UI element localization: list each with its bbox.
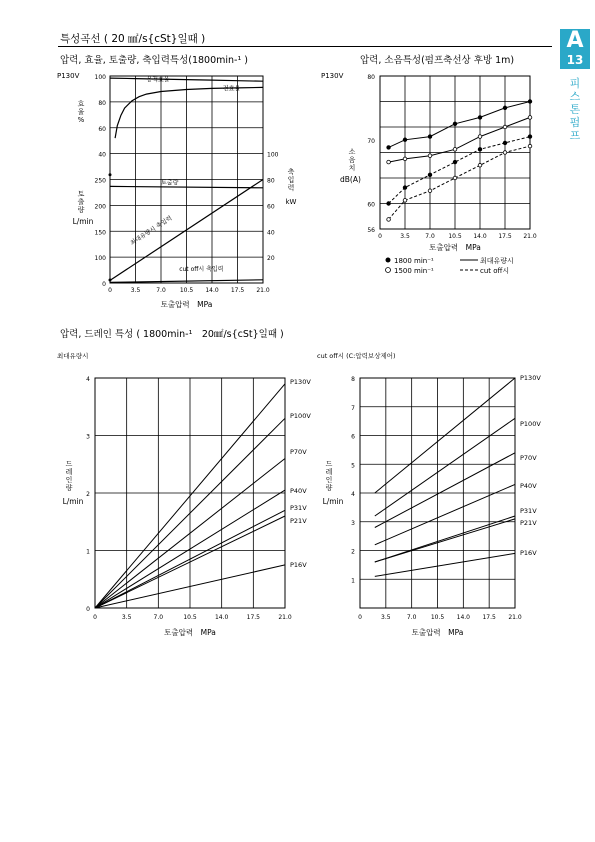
drain-tick-x: 14.0	[214, 614, 229, 621]
c2-series-line	[389, 117, 530, 162]
c2-point	[478, 116, 482, 120]
c2-point	[428, 189, 432, 193]
drain-tick-y: 7	[351, 404, 355, 412]
c1-right-axis-label: 입	[287, 176, 295, 184]
drain-series-label: P130V	[520, 374, 541, 382]
drain-tick-x: 10.5	[183, 614, 197, 621]
c2-point	[403, 157, 407, 161]
c2-xlabel: 토출압력 MPa	[429, 243, 481, 252]
c2-point	[503, 151, 507, 155]
drain-series-line	[375, 484, 515, 544]
side-tab-letter: A	[566, 28, 584, 53]
c1-tick-x: 10.5	[179, 287, 194, 294]
c2-tick-x: 3.5	[400, 233, 410, 240]
c1-left-unit: L/min	[72, 217, 94, 226]
drain-ylabel: 레	[65, 468, 73, 476]
c1-tick-x: 3.5	[130, 287, 141, 294]
side-tab-number: 13	[566, 53, 584, 67]
section-title: 특성곡선 ( 20 ㎟/s{cSt}일때 )	[60, 33, 206, 45]
c1-tick-left: 150	[94, 229, 106, 237]
side-tab-label	[563, 77, 587, 142]
drain-tick-x: 3.5	[381, 614, 391, 621]
drain-tick-y: 4	[351, 491, 355, 498]
c2-tick-x: 14.0	[473, 233, 487, 240]
c1-marker	[109, 173, 112, 176]
c2-point	[528, 100, 532, 104]
c2-legend-text: 1800 min⁻¹	[394, 257, 434, 265]
c1-tick-left: 100	[94, 74, 106, 81]
c2-tick-x: 17.5	[498, 233, 512, 240]
efficiency-chart	[55, 66, 325, 311]
c1-tick-right: 100	[267, 151, 279, 159]
c1-right-axis-label: 축	[287, 168, 295, 176]
noise-chart	[318, 66, 548, 296]
c2-tick-y: 60	[367, 201, 375, 209]
c1-marker	[109, 279, 112, 282]
drain-tick-x: 0	[93, 614, 97, 621]
c1-right-unit: kW	[285, 198, 297, 206]
c2-legend-marker	[386, 268, 391, 273]
drain-tick-x: 0	[358, 614, 362, 621]
c2-point	[387, 218, 391, 222]
side-tab-label-char: 펌	[569, 116, 581, 129]
c2-ylabel: 소	[348, 148, 356, 156]
drain-xlabel: 토출압력 MPa	[164, 628, 216, 637]
c2-point	[528, 135, 532, 139]
drain-series-line	[375, 519, 515, 562]
c2-tick-x: 7.0	[425, 233, 435, 240]
c2-point	[478, 135, 482, 139]
c2-point	[428, 135, 432, 139]
c1-tick-right: 60	[267, 203, 275, 211]
drain-chart-title: 최대유량시	[57, 352, 89, 360]
c1-series-label: 토출량	[161, 179, 179, 187]
drain-series-label: P40V	[290, 487, 307, 495]
drain-tick-y: 2	[351, 548, 355, 556]
c1-tick-x: 17.5	[230, 287, 245, 294]
c1-left-axis-label2: 토	[77, 190, 85, 198]
c2-legend-text: cut off시	[480, 267, 510, 275]
c2-point	[453, 148, 457, 152]
c2-point	[453, 122, 457, 126]
c1-tick-x: 7.0	[156, 287, 166, 294]
drain-series-label: P130V	[290, 378, 311, 386]
c2-point	[453, 176, 457, 180]
c2-point	[503, 106, 507, 110]
c2-tick-x: 10.5	[448, 233, 462, 240]
drain-series-label: P31V	[290, 504, 307, 512]
drain-tick-y: 0	[86, 606, 90, 613]
c2-point	[503, 125, 507, 129]
c2-point	[478, 163, 482, 167]
drain-chart-title: cut off시 (C:압력보상제어)	[317, 352, 396, 360]
drain-ylabel: 드	[65, 460, 73, 468]
drain-tick-y: 6	[351, 433, 355, 441]
drain-tick-y: 5	[351, 462, 355, 470]
drain-tick-x: 17.5	[246, 614, 261, 621]
drain-tick-x: 3.5	[121, 614, 132, 621]
c1-xlabel: 토출압력 MPa	[160, 300, 213, 309]
side-tab-label-char: 스	[569, 90, 581, 103]
side-tab	[560, 29, 590, 69]
drain-series-label: P100V	[290, 412, 311, 420]
c2-point	[428, 154, 432, 158]
drain-ylabel: 드	[325, 460, 333, 468]
c2-point	[387, 146, 391, 150]
drain-series-label: P70V	[520, 454, 537, 462]
drain-max-chart	[55, 350, 311, 637]
drain-tick-x: 21.0	[508, 614, 522, 621]
drain-series-label: P100V	[520, 420, 541, 428]
c2-point	[387, 202, 391, 206]
drain-ylabel: 인	[65, 476, 73, 484]
drain-tick-x: 10.5	[430, 614, 445, 621]
c2-model-label: P130V	[321, 72, 344, 80]
c1-left-axis-label: 율	[77, 108, 85, 116]
drain-series-line	[375, 553, 515, 576]
efficiency-chart-title: 압력, 효율, 토출량, 축입력특성(1800min-¹ )	[60, 55, 249, 66]
c2-series-line	[389, 102, 530, 148]
c1-right-axis-label: 력	[287, 184, 295, 192]
c1-tick-x: 14.0	[205, 287, 219, 294]
c2-legend-marker	[386, 258, 391, 263]
c1-left-axis-label: 효	[77, 100, 85, 108]
c1-model-label: P130V	[57, 72, 80, 80]
drain-series-label: P16V	[520, 549, 537, 557]
drain-tick-x: 7.0	[153, 614, 164, 621]
drain-series-label: P21V	[290, 517, 307, 525]
drain-tick-x: 14.0	[456, 614, 471, 621]
side-tab-label-char: 피	[569, 77, 581, 90]
header-rule	[58, 46, 552, 47]
c1-tick-right: 20	[267, 255, 275, 263]
drain-cutoff-chart	[315, 350, 555, 635]
drain-series-label: P70V	[290, 448, 307, 456]
c1-tick-left: 40	[98, 151, 106, 159]
drain-tick-y: 1	[351, 577, 355, 585]
drain-series-line	[375, 418, 515, 516]
c1-tick-x: 21.0	[256, 287, 270, 294]
c1-tick-left: 200	[94, 203, 106, 211]
drain-ylabel: 레	[325, 468, 333, 476]
drain-series-label: P21V	[520, 519, 537, 527]
c1-left-axis-label2: 출	[77, 198, 85, 206]
drain-tick-y: 3	[351, 519, 355, 527]
drain-tick-x: 7.0	[406, 614, 417, 621]
drain-section-title: 압력, 드레인 특성 ( 1800min-¹ 20㎟/s{cSt}일때 )	[60, 329, 284, 340]
c2-point	[478, 148, 482, 152]
c2-tick-x: 21.0	[523, 233, 537, 240]
c1-tick-left: 0	[102, 281, 106, 288]
c1-tick-x: 0	[108, 287, 112, 294]
c2-legend-text: 최대유량시	[480, 257, 514, 265]
c1-tick-left: 60	[98, 125, 106, 133]
c1-tick-right: 80	[267, 177, 275, 185]
drain-series-label: P40V	[520, 482, 537, 490]
c1-left-axis-label: %	[77, 116, 85, 124]
c2-tick-y: 70	[367, 137, 375, 145]
c1-tick-left: 250	[94, 177, 106, 185]
c1-series-label: 전효율	[222, 85, 241, 93]
c2-point	[403, 199, 407, 203]
drain-yunit: L/min	[322, 497, 344, 506]
drain-xlabel: 토출압력 MPa	[411, 628, 464, 637]
c1-left-axis-label2: 량	[77, 206, 85, 214]
c2-series-line	[389, 146, 530, 219]
drain-ylabel: 량	[325, 484, 333, 492]
c1-series-label: 최대유량시 축입력	[129, 214, 174, 247]
c1-tick-left: 100	[94, 255, 106, 263]
drain-tick-y: 3	[86, 433, 90, 441]
c2-tick-y: 56	[367, 227, 375, 234]
c2-ylabel: 치	[348, 164, 356, 172]
drain-ylabel: 인	[325, 476, 333, 484]
c2-point	[428, 173, 432, 177]
c1-series-line	[115, 87, 263, 138]
c2-yunit: dB(A)	[340, 175, 361, 184]
c2-point	[403, 138, 407, 142]
c2-point	[528, 116, 532, 120]
c1-series-label: cut off시 축입력	[179, 266, 224, 273]
c2-point	[503, 141, 507, 145]
side-tab-label-char: 프	[569, 129, 581, 142]
noise-chart-title: 압력, 소음특성(펌프축선상 후방 1m)	[360, 55, 515, 66]
c2-tick-y: 80	[367, 74, 375, 81]
c1-tick-right: 40	[267, 229, 275, 237]
c2-point	[528, 144, 532, 148]
drain-tick-y: 8	[351, 376, 355, 383]
drain-tick-x: 21.0	[278, 614, 292, 621]
drain-ylabel: 량	[65, 484, 73, 492]
drain-tick-y: 2	[86, 491, 90, 498]
c2-point	[403, 186, 407, 190]
c2-legend-text: 1500 min⁻¹	[394, 267, 434, 275]
c2-point	[387, 160, 391, 164]
c1-series-line	[110, 186, 263, 187]
side-tab-label-char: 톤	[569, 103, 581, 116]
c1-series-label: 용적효율	[146, 76, 170, 84]
drain-tick-y: 1	[86, 548, 90, 556]
c2-tick-x: 0	[378, 233, 382, 240]
drain-series-label: P31V	[520, 507, 537, 515]
drain-yunit: L/min	[62, 497, 84, 506]
drain-tick-y: 4	[86, 376, 90, 383]
c2-point	[453, 160, 457, 164]
c2-ylabel: 음	[348, 156, 356, 164]
c1-tick-left: 80	[98, 99, 106, 107]
drain-series-label: P16V	[290, 561, 307, 569]
drain-tick-x: 17.5	[482, 614, 496, 621]
